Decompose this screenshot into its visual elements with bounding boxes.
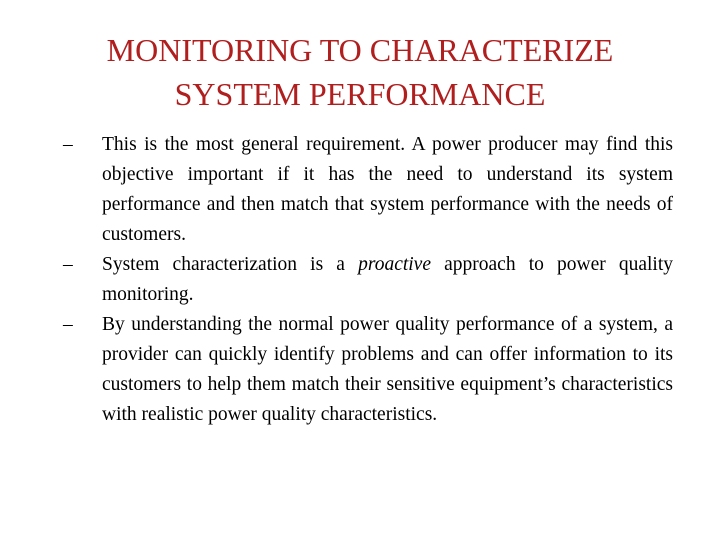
bullet-item-3	[63, 310, 673, 430]
bullet-item-1	[63, 130, 673, 250]
bullet-text: This is the most general requirement. A power producer may find this objective important if it has the need to understand its system performance and then match that system performance with the needs of customers.	[102, 134, 673, 245]
bullet-text-italic: proactive	[358, 254, 431, 275]
slide-title	[0, 28, 720, 116]
bullet-list	[63, 130, 673, 430]
slide-title-line-1: MONITORING TO CHARACTERIZE	[106, 32, 614, 68]
bullet-text-part-2: approach to power quality monitoring.	[102, 254, 673, 305]
slide-title-line-2: SYSTEM PERFORMANCE	[174, 76, 546, 112]
bullet-item-2	[63, 250, 673, 310]
dash-bullet-icon: –	[63, 314, 73, 335]
dash-bullet-icon: –	[63, 254, 73, 275]
dash-bullet-icon: –	[63, 134, 73, 155]
bullet-text: By understanding the normal power quality performance of a system, a provider can quickly identify problems and can offer information to its customers to help them match their sensitive equipment’s characteristics with realistic power quality characteristics.	[102, 314, 673, 425]
bullet-text-part-1: System characterization is a	[102, 254, 359, 275]
